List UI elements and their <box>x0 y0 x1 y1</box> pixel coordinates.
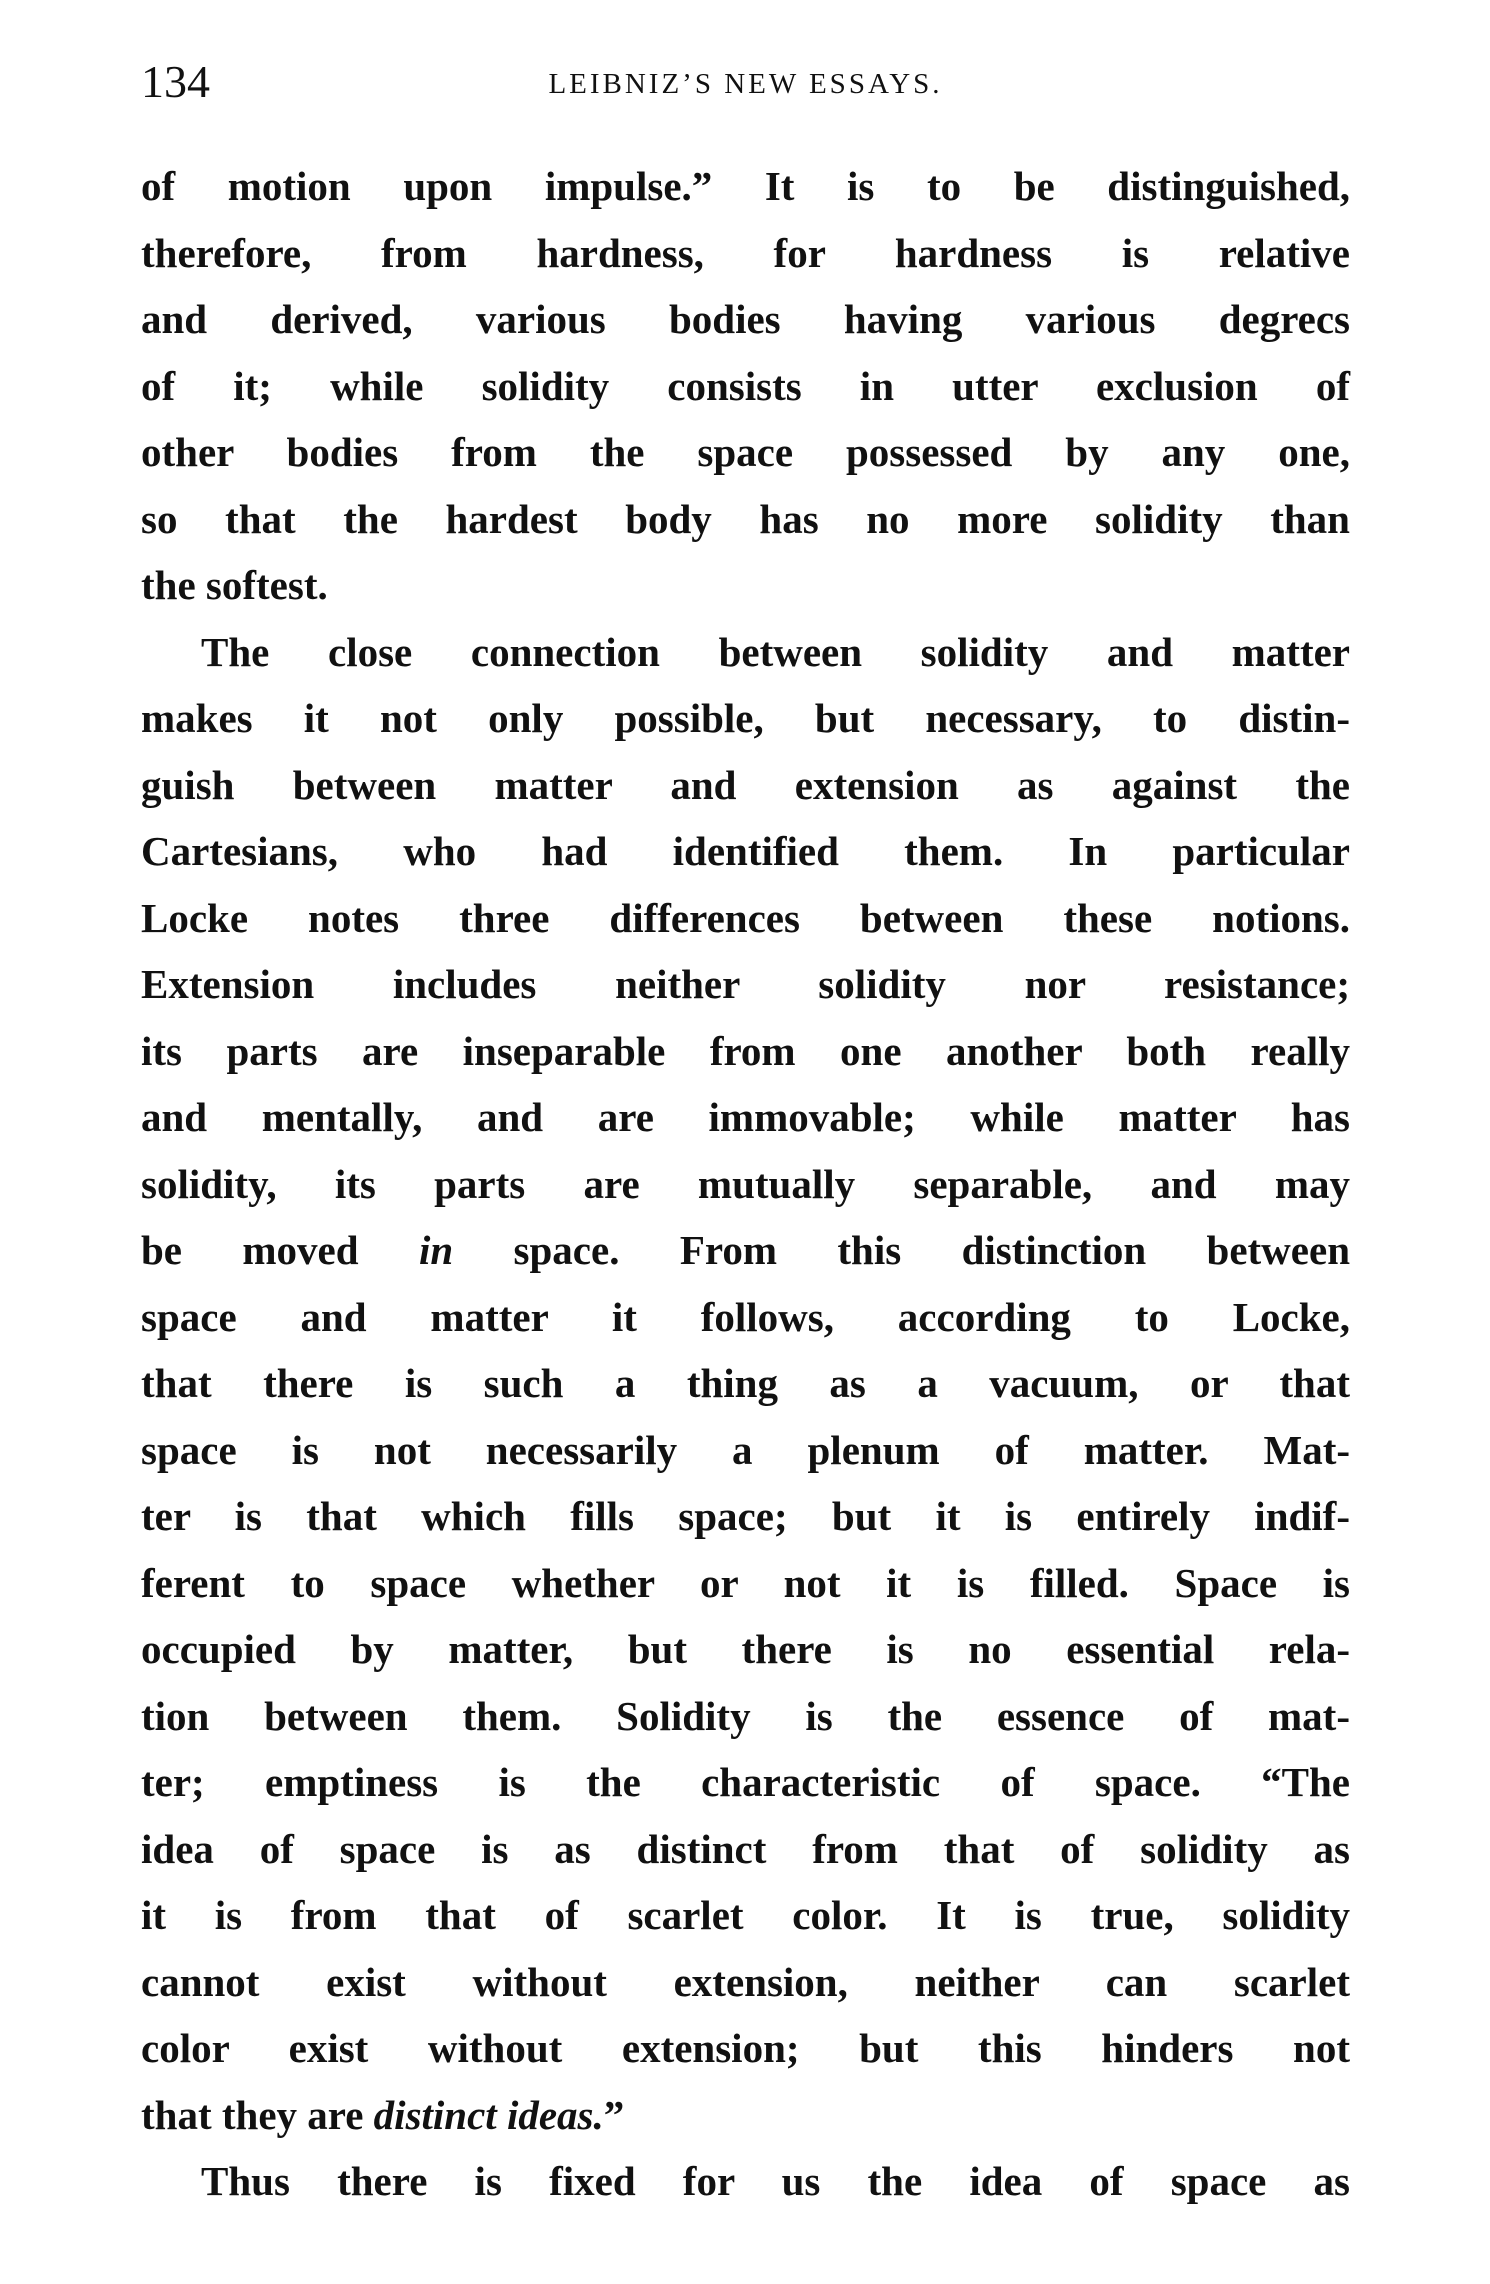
page-number: 134 <box>141 56 210 107</box>
text-segment: that they are <box>141 2091 374 2138</box>
text-line <box>141 1018 1350 1085</box>
text-line <box>141 1749 1350 1816</box>
text-line <box>141 153 1350 220</box>
text-segment: space. From this distinction between <box>453 1227 1350 1273</box>
text-segment: the softest. <box>141 562 328 608</box>
text-segment: ter is that which fills space; but it is entirely indif- <box>141 1493 1350 1539</box>
text-segment: makes it not only possible, but necessary, to distin- <box>141 695 1350 741</box>
body-text <box>141 153 1350 2215</box>
text-line <box>141 951 1350 1018</box>
text-segment: Locke notes three differences between these notions. <box>141 894 1350 941</box>
text-segment: space is not necessarily a plenum of matter. Mat- <box>141 1426 1350 1473</box>
italic-text: distinct ideas. <box>373 2091 604 2138</box>
text-segment: it is from that of scarlet color. It is true, solidity <box>141 1892 1350 1938</box>
text-line <box>141 220 1350 287</box>
text-segment: of it; while solidity consists in utter exclusion of <box>141 362 1350 409</box>
text-segment: and derived, various bodies having various degrecs <box>141 296 1350 342</box>
text-segment: ter; emptiness is the characteristic of space. “The <box>141 1759 1350 1805</box>
text-line <box>141 1616 1350 1683</box>
text-line <box>141 1350 1350 1417</box>
text-line <box>141 1217 1350 1284</box>
text-segment: therefore, from hardness, for hardness is relative <box>141 229 1350 276</box>
text-line <box>141 685 1350 752</box>
text-line <box>141 1417 1350 1484</box>
text-segment: solidity, its parts are mutually separable, and may <box>141 1160 1350 1207</box>
text-line <box>141 1882 1350 1949</box>
text-segment: The close connection between solidity and matter <box>201 628 1350 675</box>
text-segment: other bodies from the space possessed by any one, <box>141 429 1350 475</box>
text-segment: ” <box>603 2091 625 2138</box>
text-segment: ferent to space whether or not it is filled. Space is <box>141 1559 1350 1606</box>
text-segment: idea of space is as distinct from that of solidity as <box>141 1825 1350 1872</box>
text-line <box>141 1816 1350 1883</box>
text-segment: be moved <box>141 1227 419 1273</box>
italic-text: in <box>418 1227 454 1273</box>
text-segment: guish between matter and extension as against the <box>141 761 1350 808</box>
text-segment: Cartesians, who had identified them. In particular <box>141 828 1350 874</box>
text-segment: its parts are inseparable from one another both really <box>141 1027 1350 1074</box>
text-line <box>141 1949 1350 2016</box>
text-line <box>141 353 1350 420</box>
text-line <box>141 2015 1350 2082</box>
page-header <box>141 52 1350 112</box>
text-line <box>141 2148 1350 2215</box>
text-line <box>141 1151 1350 1218</box>
text-line <box>141 818 1350 885</box>
text-line <box>141 419 1350 486</box>
text-line <box>141 1284 1350 1351</box>
text-segment: so that the hardest body has no more solidity than <box>141 495 1350 542</box>
text-segment: occupied by matter, but there is no essential rela- <box>141 1626 1350 1672</box>
text-line <box>141 1550 1350 1617</box>
text-segment: of motion upon impulse.” It is to be distinguished, <box>141 163 1350 209</box>
text-line <box>141 1683 1350 1750</box>
text-line <box>141 286 1350 353</box>
text-line <box>141 619 1350 686</box>
text-segment: and mentally, and are immovable; while matter has <box>141 1094 1350 1140</box>
text-segment: Extension includes neither solidity nor resistance; <box>141 961 1350 1007</box>
text-segment: tion between them. Solidity is the essence of mat- <box>141 1692 1350 1739</box>
text-line <box>141 552 1350 619</box>
text-segment: space and matter it follows, according to Locke, <box>141 1293 1350 1340</box>
text-line <box>141 2082 1350 2149</box>
text-line <box>141 1483 1350 1550</box>
text-line <box>141 752 1350 819</box>
text-line <box>141 1084 1350 1151</box>
text-line <box>141 486 1350 553</box>
text-segment: color exist without extension; but this hinders not <box>141 2025 1350 2071</box>
running-title: LEIBNIZ’S NEW ESSAYS. <box>548 68 943 100</box>
text-line <box>141 885 1350 952</box>
text-segment: cannot exist without extension, neither can scarlet <box>141 1958 1350 2005</box>
text-segment: that there is such a thing as a vacuum, or that <box>141 1360 1350 1406</box>
text-segment: Thus there is fixed for us the idea of space as <box>201 2158 1350 2204</box>
